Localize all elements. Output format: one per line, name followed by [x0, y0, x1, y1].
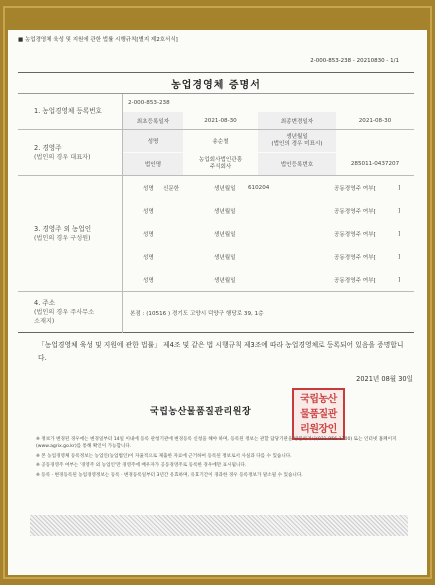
members-label: 3. 경영주 외 농업인 (법인의 경우 구성원) [18, 176, 123, 291]
corp-reg-number: 285011-0437207 [350, 161, 400, 167]
certificate-title: 농업경영체 증명서 [18, 73, 414, 94]
document-number: 2-000-853-238 - 20210830 - 1/1 [310, 58, 399, 64]
member-birth [248, 247, 288, 267]
note-item: ※ 본 농업경영체 등록정보는 농업인(농업법인)이 자율적으로 제출한 자료에 근거하여 등록된 정보로서 사실과 다를 수 있습니다. [36, 453, 292, 459]
member-birth [248, 224, 288, 244]
member-name [163, 224, 203, 244]
member-joint-close: ] [398, 254, 401, 260]
member-name-label: 성명 [143, 186, 154, 192]
registration-number: 2-000-853-238 [128, 100, 170, 106]
member-name [163, 270, 203, 290]
corp-reg-label: 법인등록번호 [258, 153, 336, 175]
member-name: 신문한 [163, 186, 180, 192]
address-value: 본점 : (10516 ) 경기도 고양시 덕양구 행당로 39, 1층 [130, 310, 264, 317]
first-registration-date: 2021-08-30 [204, 117, 237, 124]
member-birth-label: 생년월일 [214, 186, 236, 192]
registration-label: 1. 농업경영체 등록번호 [18, 94, 123, 129]
operator-name: 송순철 [212, 139, 229, 145]
member-birth-label: 생년월일 [214, 232, 236, 238]
address-section [18, 292, 414, 333]
last-change-date: 2021-08-30 [358, 117, 392, 124]
first-registration-label: 최초등록일자 [123, 112, 183, 129]
member-joint-close: ] [398, 277, 401, 283]
note-item: ※ 정보가 변경된 경우에는 변경일부터 14일 이내에 등록 관청기관에 변경등록 신청을 해야 하며, 등록된 정보는 관할 담당기관을 방문하거나(031-956-1700) 또는 인터넷 홈페이지(www.agrix.go.kr)를 통해 확인이 가능합니다. [36, 437, 397, 450]
last-change-label: 최종변경일자 [258, 112, 336, 129]
note-item: ※ 등록 · 변경등록된 농업경영정보는 등록 · 변경등록일부터 3년간 유효하며, 유효기간이 경과한 경우 등록정보가 말소될 수 있습니다. [36, 472, 303, 478]
operator-name-label: 성명 [123, 130, 183, 152]
corp-name-label: 법인명 [123, 153, 183, 175]
member-name-label: 성명 [143, 278, 154, 284]
corp-name: 농업회사법인관흥 주식회사 [198, 157, 243, 170]
member-name-label: 성명 [143, 255, 154, 261]
address-label: 4. 주소 (법인의 경우 주사무소 소재지) [18, 292, 123, 333]
member-birth [248, 270, 288, 290]
member-joint-close: ] [398, 208, 401, 214]
registration-section [18, 94, 414, 130]
members-section [18, 176, 414, 292]
member-name [163, 247, 203, 267]
certificate-table [18, 72, 414, 333]
member-joint-label: 공동경영주 여부[ [334, 232, 376, 238]
member-name-label: 성명 [143, 209, 154, 215]
note-item: ※ 공동경영주 여부는 '경영주 외 농업인'만 경영주에 배우자가 공동경영주로 등록한 경우에만 표시됩니다. [36, 463, 247, 469]
member-name [163, 201, 203, 221]
issue-date: 2021년 08월 30일 [356, 375, 413, 383]
member-birth-label: 생년월일 [214, 209, 236, 215]
operator-label: 2. 경영주 (법인의 경우 대표자) [18, 130, 123, 175]
member-joint-close: ] [398, 231, 401, 237]
operator-section [18, 130, 414, 176]
operator-birth-label: 생년월일 (법인의 경우 미표시) [258, 130, 336, 152]
seal-line: 리원장인 [300, 424, 337, 435]
certification-statement: 「농업경영체 육성 및 지원에 관한 법률」 제4조 및 같은 법 시행규칙 제3조에 따라 농업경영체로 등록되어 있음을 증명합니다. [38, 341, 404, 362]
official-seal [292, 388, 345, 440]
form-label: ■ 농업경영체 육성 및 지원에 관한 법률 시행규칙[별지 제2호서식] [18, 37, 178, 43]
issuer-name: 국립농산물품질관리원장 [150, 407, 252, 417]
member-birth-label: 생년월일 [214, 278, 236, 284]
member-name-label: 성명 [143, 232, 154, 238]
member-joint-label: 공동경영주 여부[ [334, 209, 376, 215]
security-pattern [30, 515, 408, 536]
member-birth [248, 201, 288, 221]
notes-section [36, 436, 406, 481]
member-joint-label: 공동경영주 여부[ [334, 255, 376, 261]
member-joint-close: ] [398, 185, 401, 191]
member-birth-label: 생년월일 [214, 255, 236, 261]
member-joint-label: 공동경영주 여부[ [334, 278, 376, 284]
member-joint-label: 공동경영주 여부[ [334, 186, 376, 192]
member-birth: 610204 [248, 185, 270, 191]
seal-line: 국립농산 [300, 394, 337, 405]
seal-line: 물품질관 [300, 409, 337, 420]
